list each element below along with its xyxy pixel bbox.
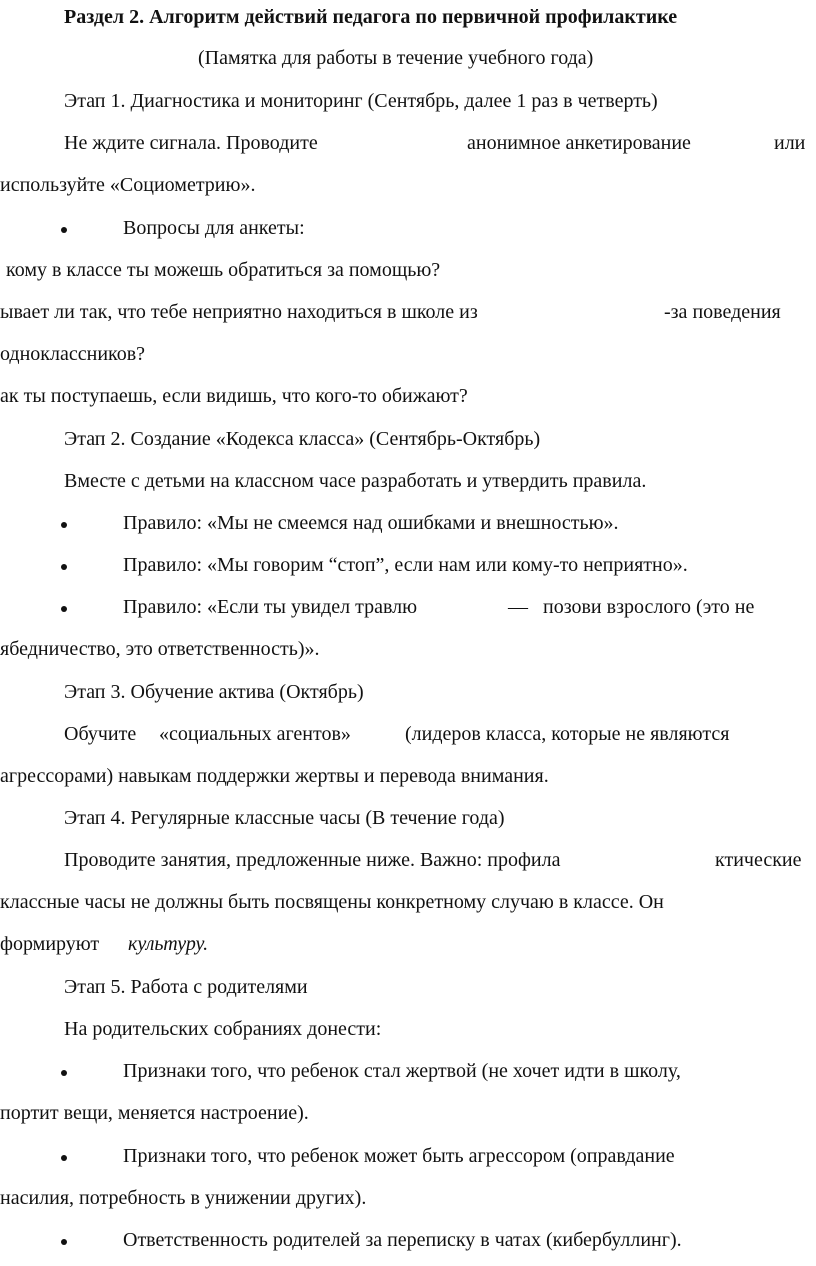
survey-question-2-part-2: -за поведения <box>664 301 781 323</box>
stage-4-emphasis: культуру. <box>128 933 209 955</box>
parent-point-2-line-2: насилия, потребность в унижении других). <box>0 1187 367 1209</box>
stage-2-title: Этап 2. Создание «Кодекса класса» (Сентябрь-Октябрь) <box>64 428 541 450</box>
stage-1-text-part-3: или <box>774 132 806 154</box>
survey-question-1: кому в классе ты можешь обратиться за помощью? <box>6 259 441 281</box>
bullet-icon <box>61 1070 67 1076</box>
stage-4-text-line-2: классные часы не должны быть посвящены конкретному случаю в классе. Он <box>0 891 664 913</box>
survey-question-2-line-2: одноклассников? <box>0 343 146 365</box>
stage-4-text-line-3: формируют <box>0 933 100 955</box>
stage-3-text-part-1: Обучите <box>64 723 137 745</box>
parent-point-3: Ответственность родителей за переписку в чатах (кибербуллинг). <box>123 1229 682 1251</box>
rule-2: Правило: «Мы говорим “стоп”, если нам или кому-то неприятно». <box>123 554 688 576</box>
rule-1: Правило: «Мы не смеемся над ошибками и внешностью». <box>123 512 619 534</box>
survey-question-2: ывает ли так, что тебе неприятно находиться в школе из <box>0 301 478 323</box>
parent-point-1-line-2: портит вещи, меняется настроение). <box>0 1102 309 1124</box>
stage-1-text-part-1: Не ждите сигнала. Проводите <box>64 132 318 154</box>
stage-4-title: Этап 4. Регулярные классные часы (В течение года) <box>64 807 505 829</box>
stage-5-title: Этап 5. Работа с родителями <box>64 976 308 998</box>
stage-3-title: Этап 3. Обучение актива (Октябрь) <box>64 681 364 703</box>
rule-3: Правило: «Если ты увидел травлю <box>123 596 418 618</box>
stage-1-text-line-2: используйте «Социометрию». <box>0 174 256 196</box>
section-subheading: (Памятка для работы в течение учебного года) <box>198 47 594 69</box>
stage-3-text-line-2: агрессорами) навыкам поддержки жертвы и перевода внимания. <box>0 765 549 787</box>
parent-point-1: Признаки того, что ребенок стал жертвой (не хочет идти в школу, <box>123 1060 681 1082</box>
rule-3-dash: — <box>508 596 528 618</box>
stage-1-title: Этап 1. Диагностика и мониторинг (Сентябрь, далее 1 раз в четверть) <box>64 90 658 112</box>
stage-3-text-part-3: (лидеров класса, которые не являются <box>405 723 730 745</box>
rule-3-line-2: ябедничество, это ответственность)». <box>0 638 320 660</box>
bullet-icon <box>61 522 67 528</box>
stage-5-text: На родительских собраниях донести: <box>64 1018 382 1040</box>
bullet-icon <box>61 1155 67 1161</box>
parent-point-2: Признаки того, что ребенок может быть агрессором (оправдание <box>123 1145 675 1167</box>
rule-3-part-2: позови взрослого (это не <box>543 596 755 618</box>
bullet-icon <box>61 1239 67 1245</box>
survey-question-3: ак ты поступаешь, если видишь, что кого-то обижают? <box>0 385 468 407</box>
section-heading: Раздел 2. Алгоритм действий педагога по первичной профилактике <box>64 6 678 28</box>
stage-4-text-part-1: Проводите занятия, предложенные ниже. Важно: профила <box>64 849 561 871</box>
bullet-icon <box>61 227 67 233</box>
bullet-icon <box>61 564 67 570</box>
stage-1-text-part-2: анонимное анкетирование <box>467 132 691 154</box>
stage-3-text-part-2: «социальных агентов» <box>159 723 351 745</box>
stage-1-bullet: Вопросы для анкеты: <box>123 217 305 239</box>
bullet-icon <box>61 606 67 612</box>
stage-4-text-part-2: ктические <box>715 849 802 871</box>
stage-2-text: Вместе с детьми на классном часе разработать и утвердить правила. <box>64 470 647 492</box>
